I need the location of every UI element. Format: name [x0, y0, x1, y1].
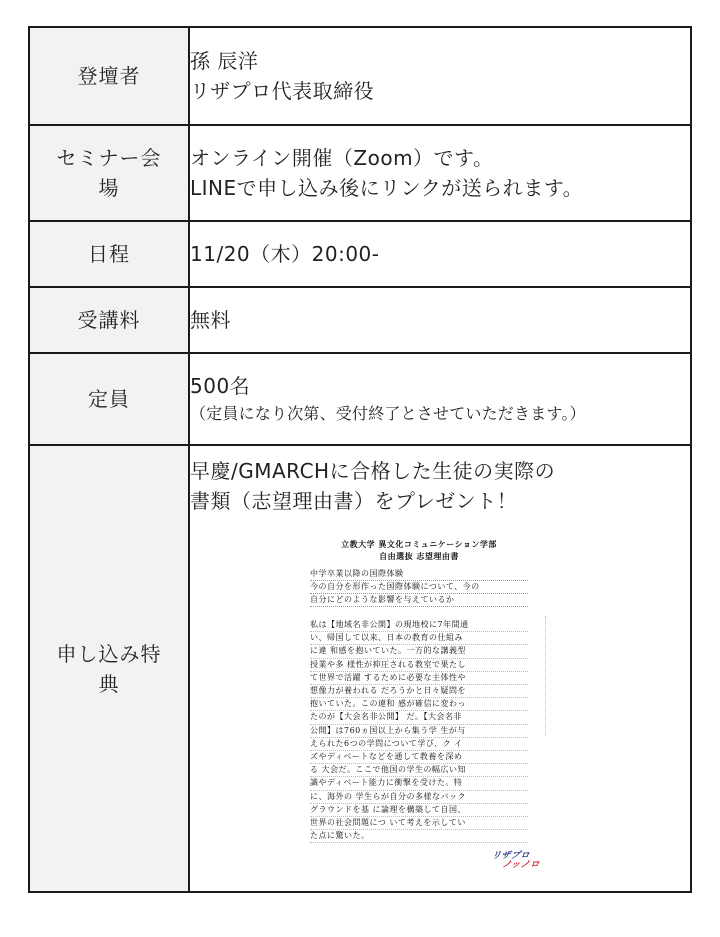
value-bonus	[189, 445, 691, 892]
label-bonus-line1: 申し込み特	[56, 641, 162, 666]
doc-body-line: たのが【大会名非公開】 だ。【大会名非	[310, 711, 528, 724]
bonus-line1: 早慶/GMARCHに合格した生徒の実際の	[190, 459, 556, 483]
logo-line2: ノッノロ	[501, 860, 541, 870]
doc-body-line: に、海外の 学生らが自分の多様なバック	[310, 791, 528, 804]
doc-body-line: る 大会だ。ここで他国の学生の幅広い知	[310, 764, 528, 777]
label-bonus-line2: 典	[98, 671, 120, 696]
seminar-info-table	[28, 26, 692, 893]
doc-title-line2: 自由選抜 志望理由書	[379, 551, 459, 561]
row-schedule	[29, 221, 691, 287]
doc-body-line: 世界の社会問題につ いて考えを示してい	[310, 817, 528, 830]
doc-body-line: グラウンドを基 に論理を構築して自国、	[310, 804, 528, 817]
bonus-line2: 書類（志望理由書）をプレゼント！	[190, 489, 518, 513]
doc-body-line: ズやディベートなどを通して教養を深め	[310, 751, 528, 764]
doc-body-line: 想像力が養われる だろうかと日々疑問を	[310, 685, 528, 698]
doc-body-line: た点に驚いた。	[310, 830, 528, 843]
venue-line1: オンライン開催（Zoom）です。	[190, 146, 494, 170]
label-schedule: 日程	[29, 221, 189, 287]
value-venue	[189, 125, 691, 221]
speaker-title: リザプロ代表取締役	[190, 79, 375, 103]
essay-document-image	[310, 538, 541, 870]
doc-body-line: て世界で活躍 するために必要な主体性や	[310, 672, 528, 685]
doc-body-line: に違 和感を抱いていた。一方的な講義型	[310, 645, 528, 658]
doc-title-line1: 立教大学 異文化コミュニケーション学部	[341, 539, 497, 549]
value-capacity	[189, 353, 691, 445]
capacity-note: （定員になり次第、受付終了とさせていただきます。）	[190, 404, 586, 423]
doc-body	[310, 619, 528, 843]
doc-body-line: い、帰国して以来、日本の教育の仕組み	[310, 632, 528, 645]
row-speaker	[29, 27, 691, 125]
row-capacity	[29, 353, 691, 445]
doc-question-line1: 中学卒業以降の国際体験	[310, 568, 528, 581]
label-venue-line1: セミナー会	[56, 146, 162, 170]
doc-body-line: 公開】は760ヵ国以上から集う学 生が与	[310, 725, 528, 738]
row-venue	[29, 125, 691, 221]
label-bonus	[29, 445, 189, 892]
doc-question	[310, 568, 528, 607]
label-capacity: 定員	[29, 353, 189, 445]
capacity-value: 500名	[190, 374, 251, 398]
doc-body-line: えられた6つの学問について学び、ク イ	[310, 738, 528, 751]
doc-question-line3: 自分にどのような影響を与えているか	[310, 594, 528, 607]
doc-body-line: 授業や多 様性が抑圧される教室で果たし	[310, 659, 528, 672]
value-speaker	[189, 27, 691, 125]
doc-question-line2: 今の自分を形作った国際体験について、今の	[310, 581, 528, 594]
label-venue-line2: 場	[98, 176, 120, 200]
label-fee: 受講料	[29, 287, 189, 353]
value-fee: 無料	[189, 287, 691, 353]
rizapro-logo	[489, 852, 542, 870]
doc-body-line: 私は【地域名非公開】の現地校に7年間通	[310, 619, 528, 632]
logo-line1: リザプロ	[490, 851, 531, 861]
label-venue	[29, 125, 189, 221]
doc-body-line: 抱いていた。この違和 感が確信に変わっ	[310, 698, 528, 711]
row-fee	[29, 287, 691, 353]
speaker-name: 孫 辰洋	[190, 49, 259, 73]
doc-body-line: 識やディベート能力に衝撃を受けた。特	[310, 777, 528, 790]
venue-line2: LINEで申し込み後にリンクが送られます。	[190, 176, 584, 200]
value-schedule: 11/20（木）20:00-	[189, 221, 691, 287]
label-speaker: 登壇者	[29, 27, 189, 125]
bonus-text	[190, 446, 690, 516]
doc-title	[310, 538, 528, 562]
margin-marks	[545, 616, 548, 736]
row-bonus	[29, 445, 691, 892]
